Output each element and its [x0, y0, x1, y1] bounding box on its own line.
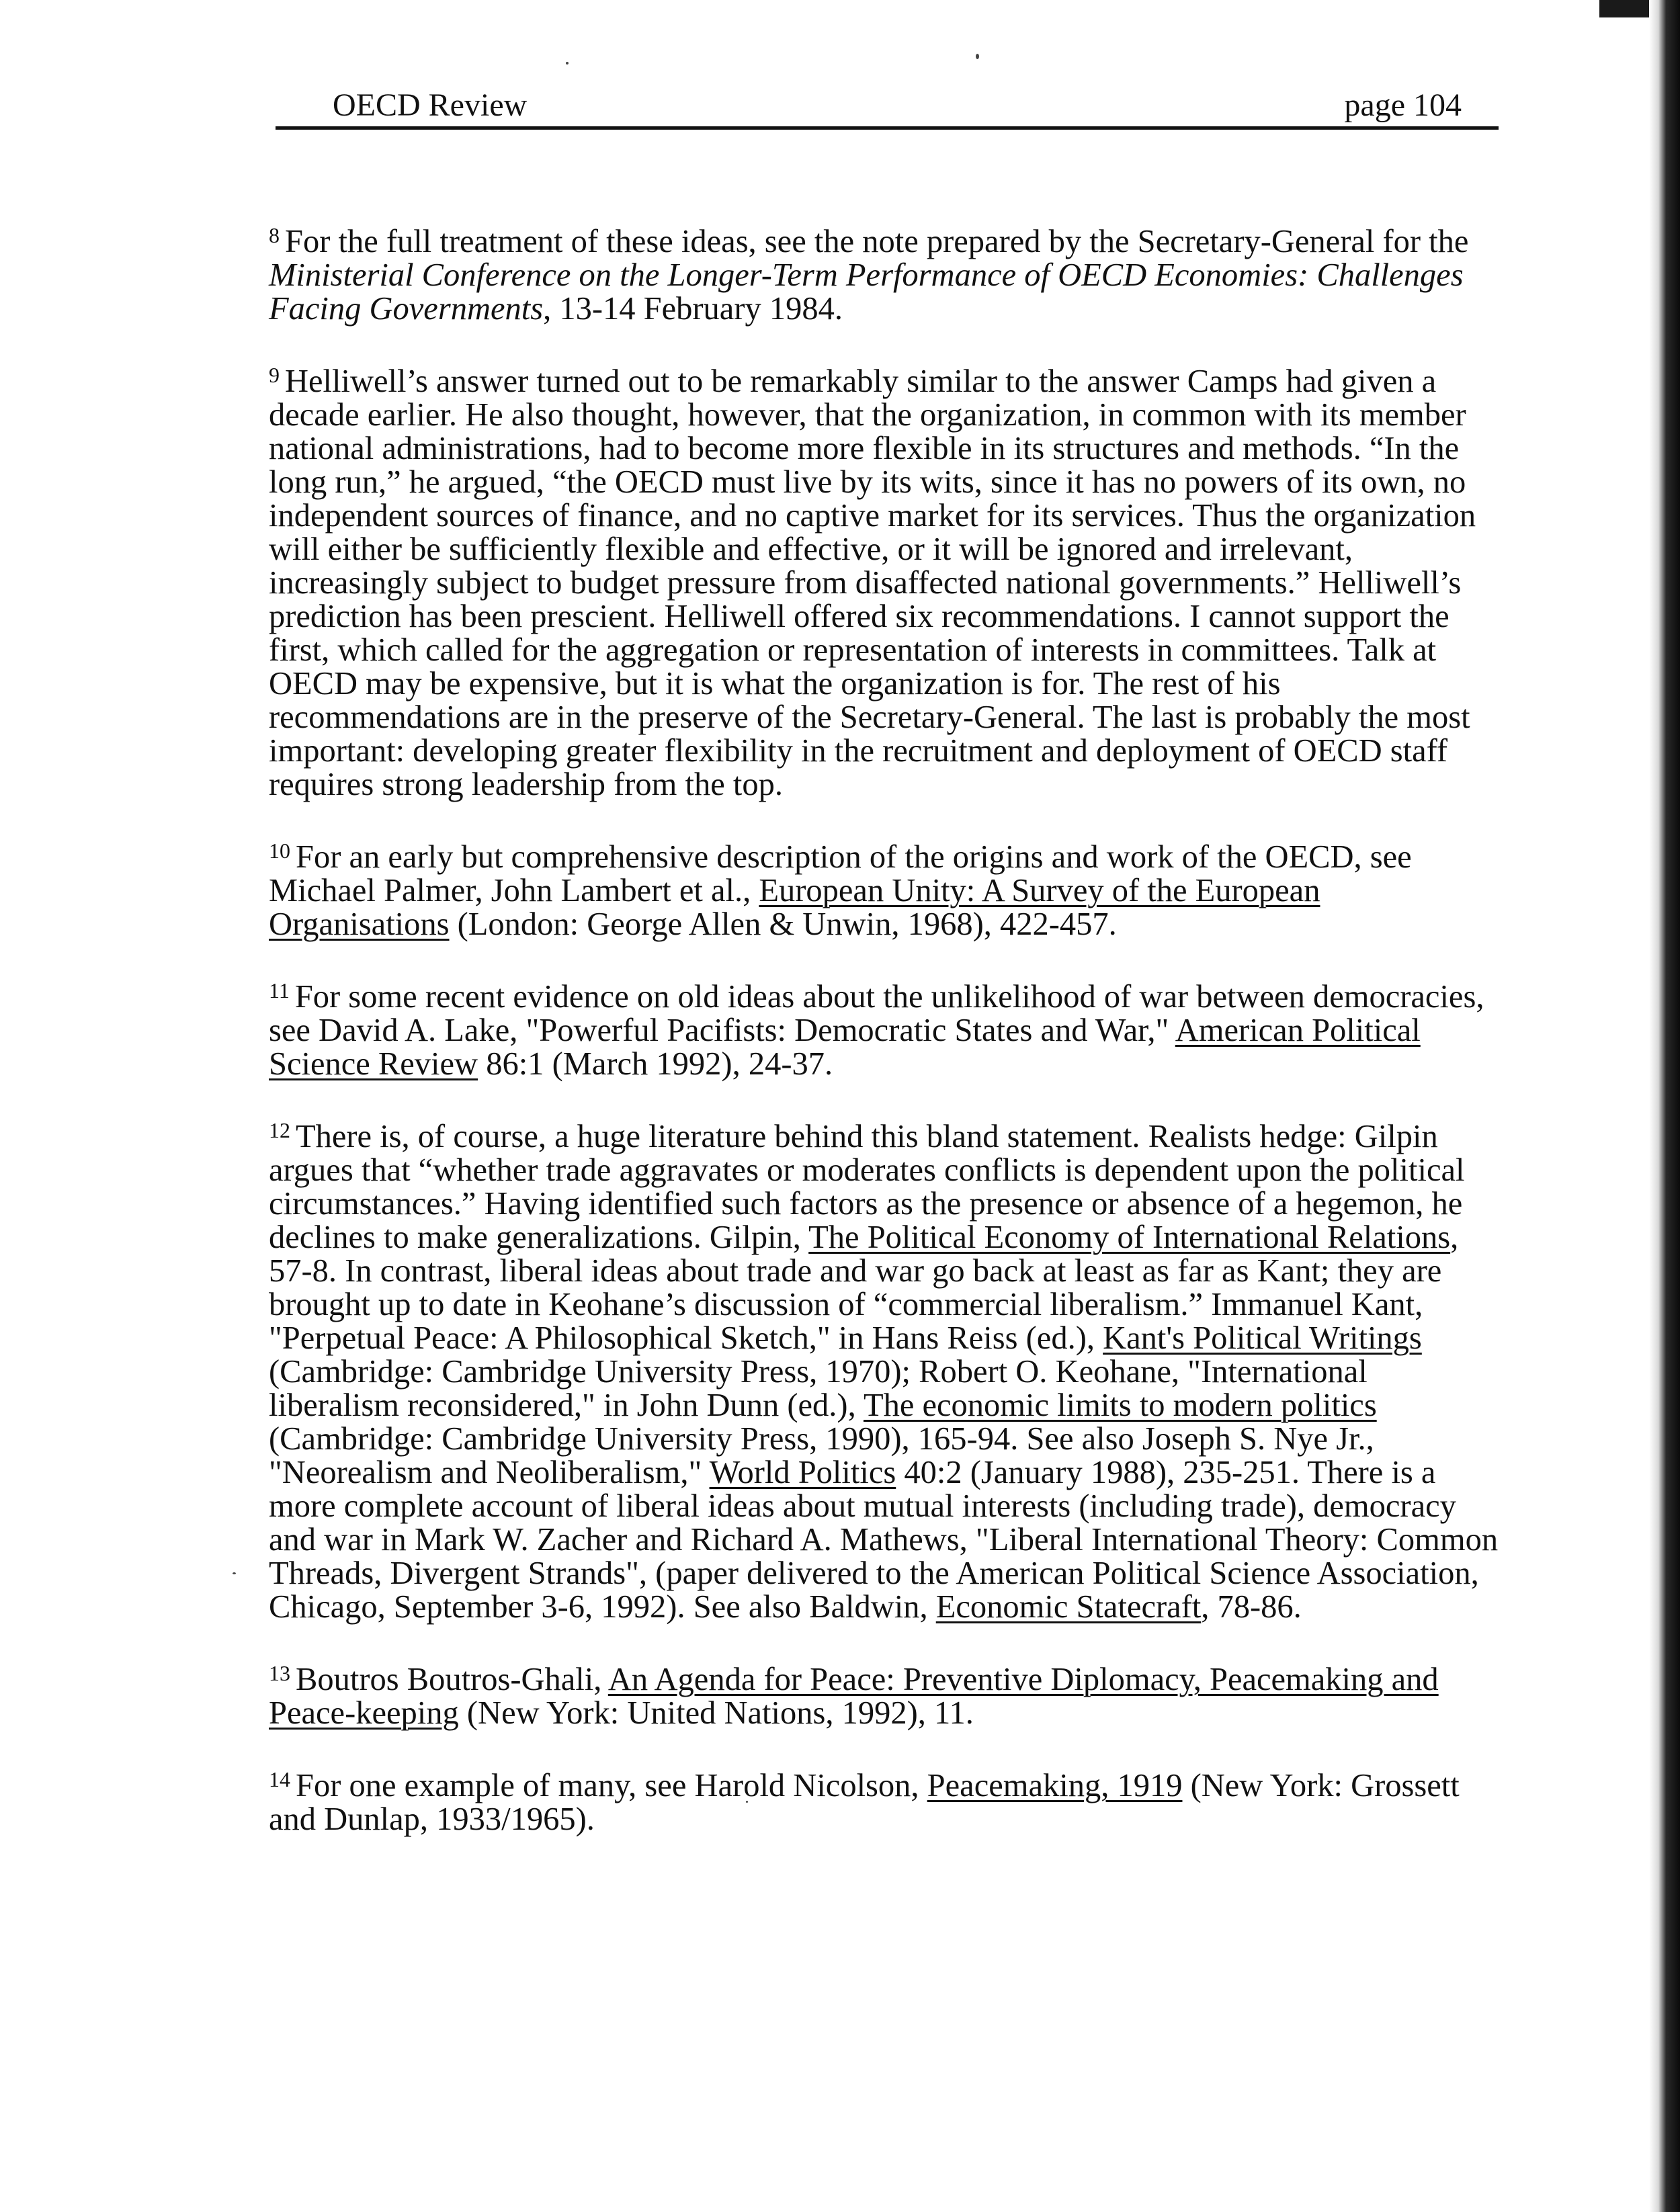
note-text: (New York: Grossett and Dunlap, 1933/1965).: [269, 1768, 1460, 1837]
scan-speck: [566, 62, 569, 65]
endnote: [269, 1769, 1505, 1836]
note-number: 13: [269, 1661, 290, 1685]
running-header: [276, 79, 1499, 130]
note-title: Ministerial Conference on the Longer-Term Performance of OECD Economies: Challenges Facing Governments: [269, 257, 1464, 327]
cited-title: Kant's Political Writings: [1103, 1320, 1422, 1356]
note-number: 10: [269, 839, 290, 863]
endnote: [269, 1120, 1505, 1624]
note-text: There is, of course, a huge literature behind this bland statement. Realists hedge: Gilpin argues that “whether trade aggravates or moderates conflicts is dependent upon the political circumstances.” Having identified such factors as the presence or absence of a hegemon, he declines to make generalizations. Gilpin,: [269, 1119, 1465, 1255]
cited-title: The economic limits to modern politics: [863, 1388, 1377, 1423]
note-text: , 57-8. In contrast, liberal ideas about trade and war go back at least as far as Kant; they are brought up to date in Keohane’s discussion of “commercial liberalism.” Immanuel Kant, "Perpetual Peace: A Philosophical Sketch," in Hans Reiss (ed.),: [269, 1220, 1459, 1356]
note-number: 12: [269, 1118, 290, 1142]
endnote: [269, 841, 1505, 941]
note-text: (New York: United Nations, 1992), 11.: [458, 1695, 974, 1731]
cited-title: World Politics: [709, 1455, 896, 1490]
note-text: For some recent evidence on old ideas about the unlikelihood of war between democracies, see David A. Lake, "Powerful Pacifists: Democratic States and War,": [269, 979, 1484, 1048]
endnote: [269, 365, 1505, 802]
note-number: 9: [269, 363, 280, 387]
note-text: (Cambridge: Cambridge University Press, 1970); Robert O. Keohane, "International liberalism reconsidered," in John Dunn (ed.),: [269, 1354, 1368, 1423]
note-text: For the full treatment of these ideas, see the note prepared by the Secretary-General for the: [285, 224, 1469, 259]
note-text: 86:1 (March 1992), 24-37.: [478, 1046, 833, 1082]
scan-speck: [976, 54, 979, 59]
note-number: 8: [269, 223, 280, 247]
endnote: [269, 225, 1505, 326]
cited-title: American Political Science Review: [269, 1013, 1421, 1082]
note-text: For an early but comprehensive description of the origins and work of the OECD, see Michael Palmer, John Lambert et al.,: [269, 839, 1412, 908]
cited-title: Economic Statecraft: [935, 1589, 1202, 1625]
note-text: 40:2 (January 1988), 235-251. There is a more complete account of liberal ideas about mutual interests (including trade), democracy and war in Mark W. Zacher and Richard A. Mathews, "Liberal International Theory: Common Threads, Divergent Strands", (paper delivered to the American Political Science Association, Chicago, September 3-6, 1992). See also Baldwin,: [269, 1455, 1499, 1625]
page-number: page 104: [1344, 87, 1462, 123]
note-text: (Cambridge: Cambridge University Press, 1990), 165-94. See also Joseph S. Nye Jr., "Neorealism and Neoliberalism,": [269, 1421, 1374, 1490]
cited-title: Peacemaking, 1919: [927, 1768, 1183, 1803]
note-text: Helliwell’s answer turned out to be remarkably similar to the answer Camps had given a decade earlier. He also thought, however, that the organization, in common with its member national administrations, had to become more flexible in its structures and methods. “In the long run,” he argued, “the OECD must live by its wits, since it has no powers of its own, no independent sources of finance, and no captive market for its services. Thus the organization will either be sufficiently flexible and effective, or it will be ignored and irrelevant, increasingly subject to budget pressure from disaffected national governments.” Helliwell’s prediction has been prescient. Helliwell offered six recommendations. I cannot support the first, which called for the aggregation or representation of interests in committees. Talk at OECD may be expensive, but it is what the organization is for. The rest of his recommendations are in the preserve of the Secretary-General. The last is probably the most important: developing greater flexibility in the recruitment and deployment of OECD staff requires strong leadership from the top.: [269, 364, 1476, 802]
endnote: [269, 980, 1505, 1081]
note-text: (London: George Allen & Unwin, 1968), 422-457.: [449, 906, 1117, 942]
note-number: 11: [269, 978, 290, 1003]
running-title: OECD Review: [333, 87, 528, 123]
cited-title: An Agenda for Peace: Preventive Diplomacy, Peacemaking and Peace-keeping: [269, 1662, 1439, 1731]
note-text: , 78-86.: [1201, 1589, 1302, 1625]
endnotes: [269, 225, 1505, 1875]
note-text: Boutros Boutros-Ghali,: [296, 1662, 608, 1697]
note-text: For one example of many, see Harold Nicolson,: [296, 1768, 927, 1803]
scan-speck: [233, 1572, 236, 1574]
endnote: [269, 1663, 1505, 1730]
cited-title: European Unity: A Survey of the European Organisations: [269, 873, 1320, 942]
scan-edge-shadow: [1649, 0, 1680, 2212]
note-number: 14: [269, 1767, 290, 1791]
note-text: , 13-14 February 1984.: [543, 291, 843, 327]
cited-title: The Political Economy of International Relations: [808, 1220, 1451, 1255]
